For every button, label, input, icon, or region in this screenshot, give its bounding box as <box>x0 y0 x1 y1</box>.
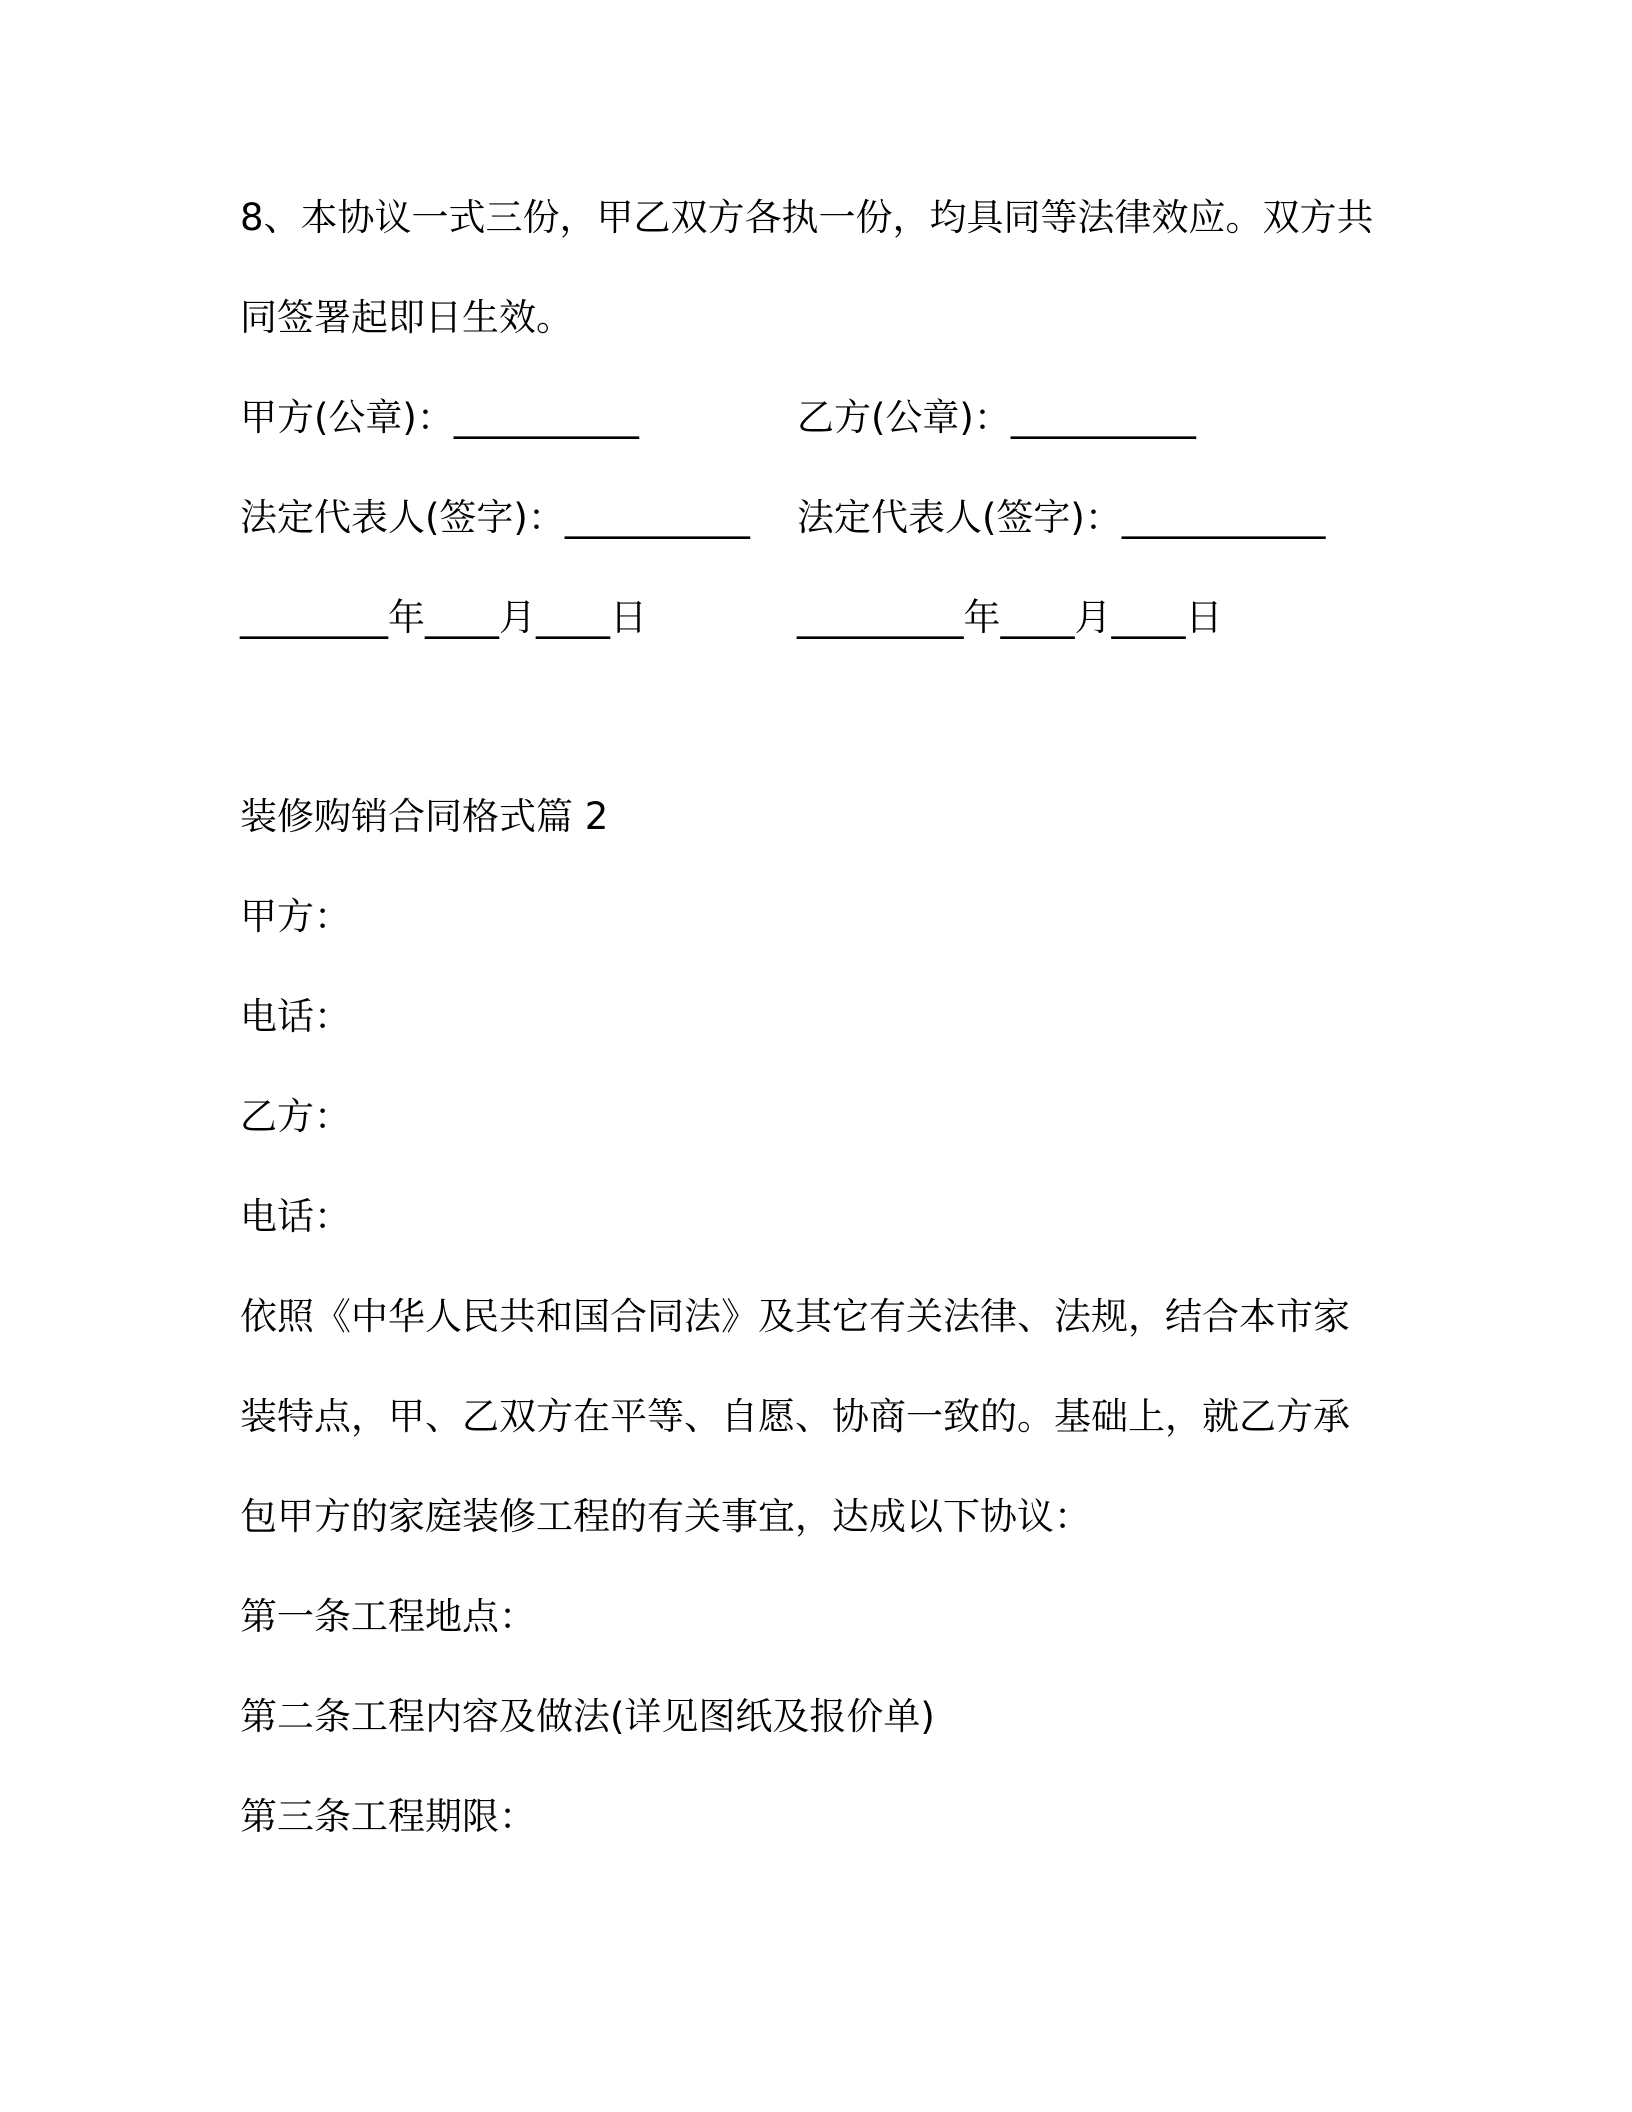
party-b-seal-field: 乙方(公章)：__________ <box>797 396 1196 439</box>
article-3: 第三条工程期限： <box>240 1795 536 1838</box>
preamble-line-3: 包甲方的家庭装修工程的有关事宜，达成以下协议： <box>240 1495 1091 1538</box>
party-a-seal-field: 甲方(公章)：__________ <box>240 396 639 439</box>
party-a-date-field: ________年____月____日 <box>240 596 647 639</box>
clause-8-line-1: 8、本协议一式三份，甲乙双方各执一份，均具同等法律效应。双方共 <box>240 196 1374 239</box>
section-title: 装修购销合同格式篇 2 <box>240 795 609 838</box>
party-b-date-field: _________年____月____日 <box>797 596 1223 639</box>
party-b-phone-label: 电话： <box>240 1195 351 1238</box>
clause-8-line-2: 同签署起即日生效。 <box>240 296 573 339</box>
preamble-line-1: 依照《中华人民共和国合同法》及其它有关法律、法规，结合本市家 <box>240 1295 1350 1338</box>
preamble-line-2: 装特点，甲、乙双方在平等、自愿、协商一致的。基础上，就乙方承 <box>240 1395 1350 1438</box>
party-b-representative-field: 法定代表人(签字)：___________ <box>797 496 1326 539</box>
party-b-label: 乙方： <box>240 1095 351 1138</box>
party-a-representative-field: 法定代表人(签字)：__________ <box>240 496 750 539</box>
party-a-label: 甲方： <box>240 895 351 938</box>
party-a-phone-label: 电话： <box>240 995 351 1038</box>
article-1: 第一条工程地点： <box>240 1595 536 1638</box>
article-2: 第二条工程内容及做法(详见图纸及报价单) <box>240 1695 935 1738</box>
